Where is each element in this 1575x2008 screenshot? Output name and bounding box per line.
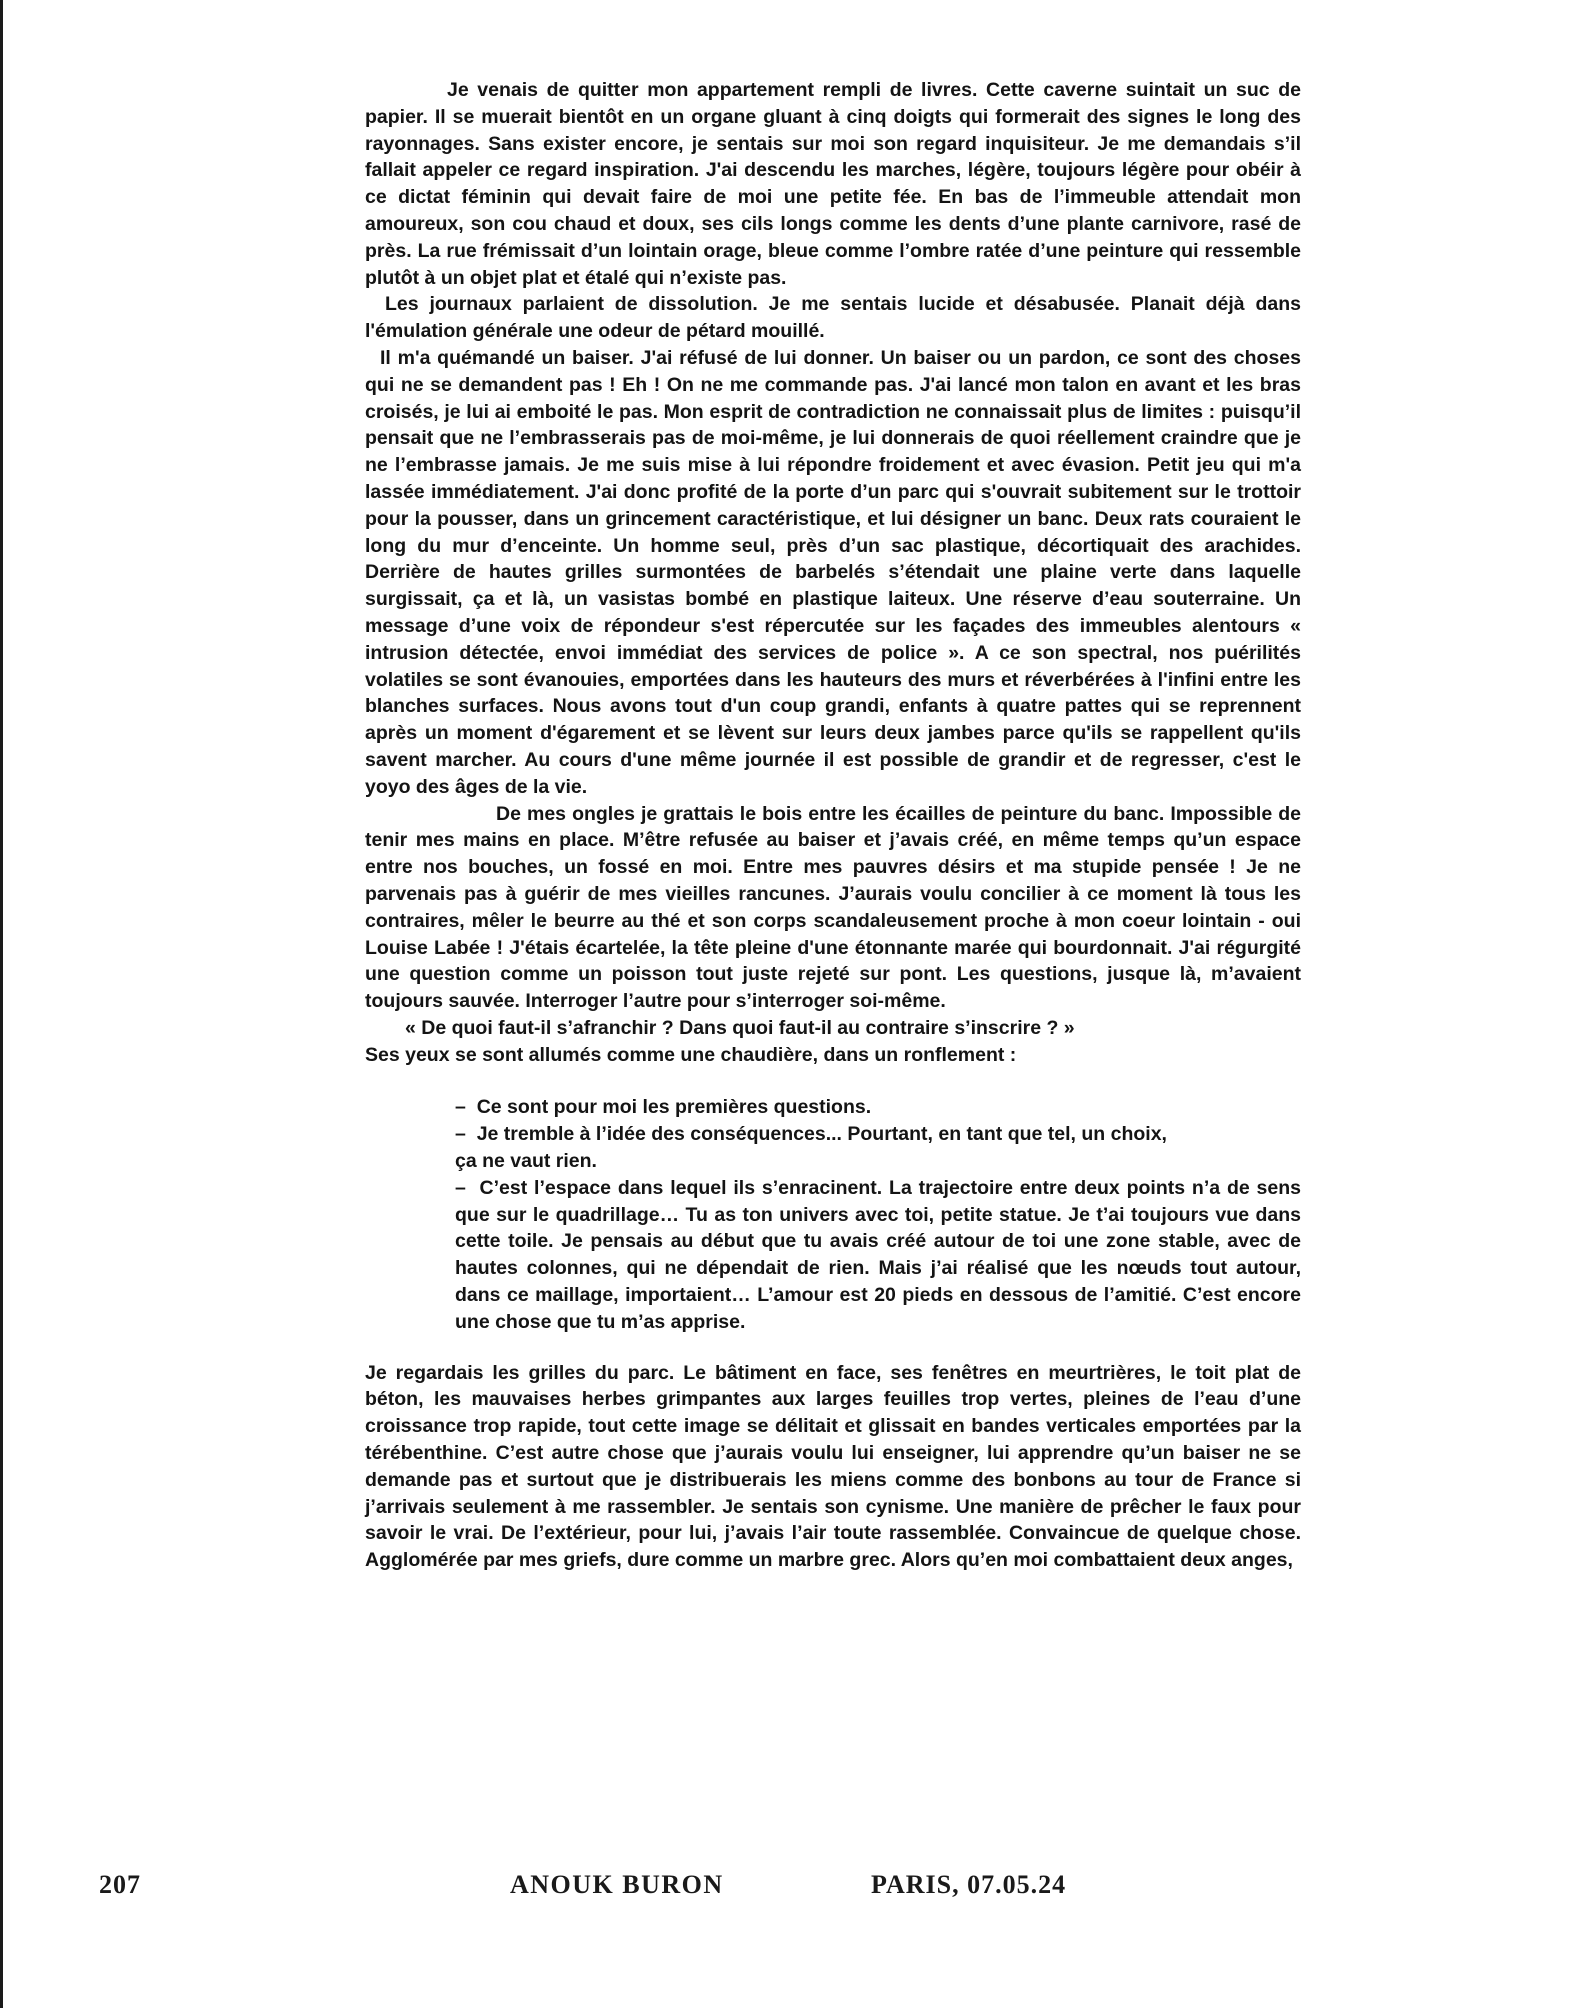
dialogue-continuation: ça ne vaut rien. xyxy=(455,1150,597,1173)
author-name: ANOUK BURON xyxy=(510,1870,724,1899)
dialogue-line xyxy=(455,1094,1301,1121)
dialogue-line xyxy=(455,1121,1301,1175)
paragraph-bench: De mes ongles je grattais le bois entre les écailles de peinture du banc. Impossible de tenir mes mains en place. M’être refusée au baiser et j’avais créé, en même temps qu’un espace entre nos bouches, un fossé en moi. Entre mes pauvres désirs et ma stupide pensée ! Je ne parvenais pas à guérir de mes vieilles rancunes. J’aurais voulu concilier à ce moment là tous les contraires, mêler le beurre au thé et son corps scandaleusement proche à mon coeur lointain - oui Louise Labée ! J'étais écartelée, la tête pleine d'une étonnante marée qui bourdonnait. J'ai régurgité une question comme un poisson tout juste rejeté sur pont. Les questions, jusque là, m’avaient toujours sauvée. Interroger l’autre pour s’interroger soi-même. xyxy=(365,802,1301,1013)
paragraph-kiss-request: Il m'a quémandé un baiser. J'ai réfusé de lui donner. Un baiser ou un pardon, ce sont des choses qui ne se demandent pas ! Eh ! On ne me commande pas. J'ai lancé mon talon en avant et les bras croisés, je lui ai emboité le pas. Mon esprit de contradiction ne connaissait plus de limites : puisqu’il pensait que ne l’embrasserais pas de moi-même, je lui donnerais de quoi réellement craindre que je ne l’embrasse jamais. Je me suis mise à lui répondre froidement et avec évasion. Petit jeu qui m'a lassée immédiatement. J'ai donc profité de la porte d’un parc qui s'ouvrait subitement sur le trottoir pour la pousser, dans un grincement caractéristique, et lui désigner un banc. Deux rats couraient le long du mur d’enceinte. Un homme seul, près d’un sac plastique, décortiquait des arachides. Derrière de hautes grilles surmontées de barbelés s’étendait une plaine verte dans laquelle surgissait, ça et là, un vasistas bombé en plastique laiteux. Une réserve d’eau souterraine. Un message d’une voix de répondeur s'est répercutée sur les façades des immeubles alentours « intrusion détectée, envoi immédiat des services de police ». A ce son spectral, nos puérilités volatiles se sont évanouies, emportées dans les hauteurs des murs et réverbérées à l'infini entre les blanches surfaces. Nous avons tout d'un coup grandi, enfants à quatre pattes qui se reprennent après un moment d'égarement et se lèvent sur leurs deux jambes parce qu'ils se rappellent qu'ils savent marcher. Au cours d'une même journée il est possible de grandir et de regresser, c'est le yoyo des âges de la vie. xyxy=(365,346,1301,798)
paragraph-apartment: Je venais de quitter mon appartement rempli de livres. Cette caverne suintait un suc de papier. Il se muerait bientôt en un organe gluant à cinq doigts qui formerait des signes le long des rayonnages. Sans exister encore, je sentais sur moi son regard inquisiteur. Je me demandais s’il fallait appeler ce regard inspiration. J'ai descendu les marches, légère, toujours légère pour obéir à ce dictat féminin qui devait faire de moi une petite fée. En bas de l’immeuble attendait mon amoureux, son cou chaud et doux, ses cils longs comme les dents d’une plante carnivore, rasé de près. La rue frémissait d’un lointain orage, bleue comme l’ombre ratée d’une peinture qui ressemble plutôt à un objet plat et étalé qui n’existe pas. xyxy=(365,79,1301,289)
quoted-question: « De quoi faut-il s’afranchir ? Dans quoi faut-il au contraire s’inscrire ? » xyxy=(405,1016,1075,1039)
paragraph-park-grilles: Je regardais les grilles du parc. Le bâtiment en face, ses fenêtres en meurtrières, le toit plat de béton, les mauvaises herbes grimpantes aux larges feuilles trop vertes, pleines de l’eau d’une croissance trop rapide, tout cette image se délitait et glissait en bandes verticales emportées par la térébenthine. C’est autre chose que j’aurais voulu lui enseigner, lui apprendre qu’un baiser ne se demande pas et surtout que je distribuerais les miens comme des bonbons au tour de France si j’arrivais seulement à me rassembler. Je sentais son cynisme. Une manière de prêcher le faux pour savoir le vrai. De l’extérieur, pour lui, j’avais l’air toute rassemblée. Convaincue de quelque chose. Agglomérée par mes griefs, dure comme un marbre grec. Alors qu’en moi combattaient deux anges, xyxy=(365,1361,1301,1572)
dialogue-line xyxy=(455,1175,1301,1336)
dialogue-text: Je tremble à l’idée des conséquences... Pourtant, en tant que tel, un choix, xyxy=(476,1123,1167,1146)
dialogue-block xyxy=(455,1094,1301,1335)
place-date: PARIS, 07.05.24 xyxy=(871,1870,1067,1899)
paragraph-eyes: Ses yeux se sont allumés comme une chaudière, dans un ronflement : xyxy=(365,1043,1017,1066)
paragraph-newspapers: Les journaux parlaient de dissolution. Je me sentais lucide et désabusée. Planait déjà dans l'émulation générale une odeur de pétard mouillé. xyxy=(365,293,1301,343)
page-footer xyxy=(3,1870,1575,1910)
dialogue-dash: – xyxy=(455,1176,466,1199)
dialogue-text: Ce sont pour moi les premières questions. xyxy=(476,1096,872,1119)
page-body xyxy=(365,77,1301,1574)
page-number: 207 xyxy=(99,1870,141,1899)
dialogue-dash: – xyxy=(455,1123,466,1146)
dialogue-text: C’est l’espace dans lequel ils s’enracinent. La trajectoire entre deux points n’a de sens que sur le quadrillage… Tu as ton univers avec toi, petite statue. Je t’ai toujours vue dans cette toile. Je pensais au début que tu avais créé autour de toi une zone stable, avec de hautes colonnes, qui ne dépendait de rien. Mais j’ai réalisé que les nœuds tout autour, dans ce maillage, importaient… L’amour est 20 pieds en dessous de l’amitié. C’est encore une chose que tu m’as apprise. xyxy=(455,1176,1301,1333)
dialogue-dash: – xyxy=(455,1096,466,1119)
